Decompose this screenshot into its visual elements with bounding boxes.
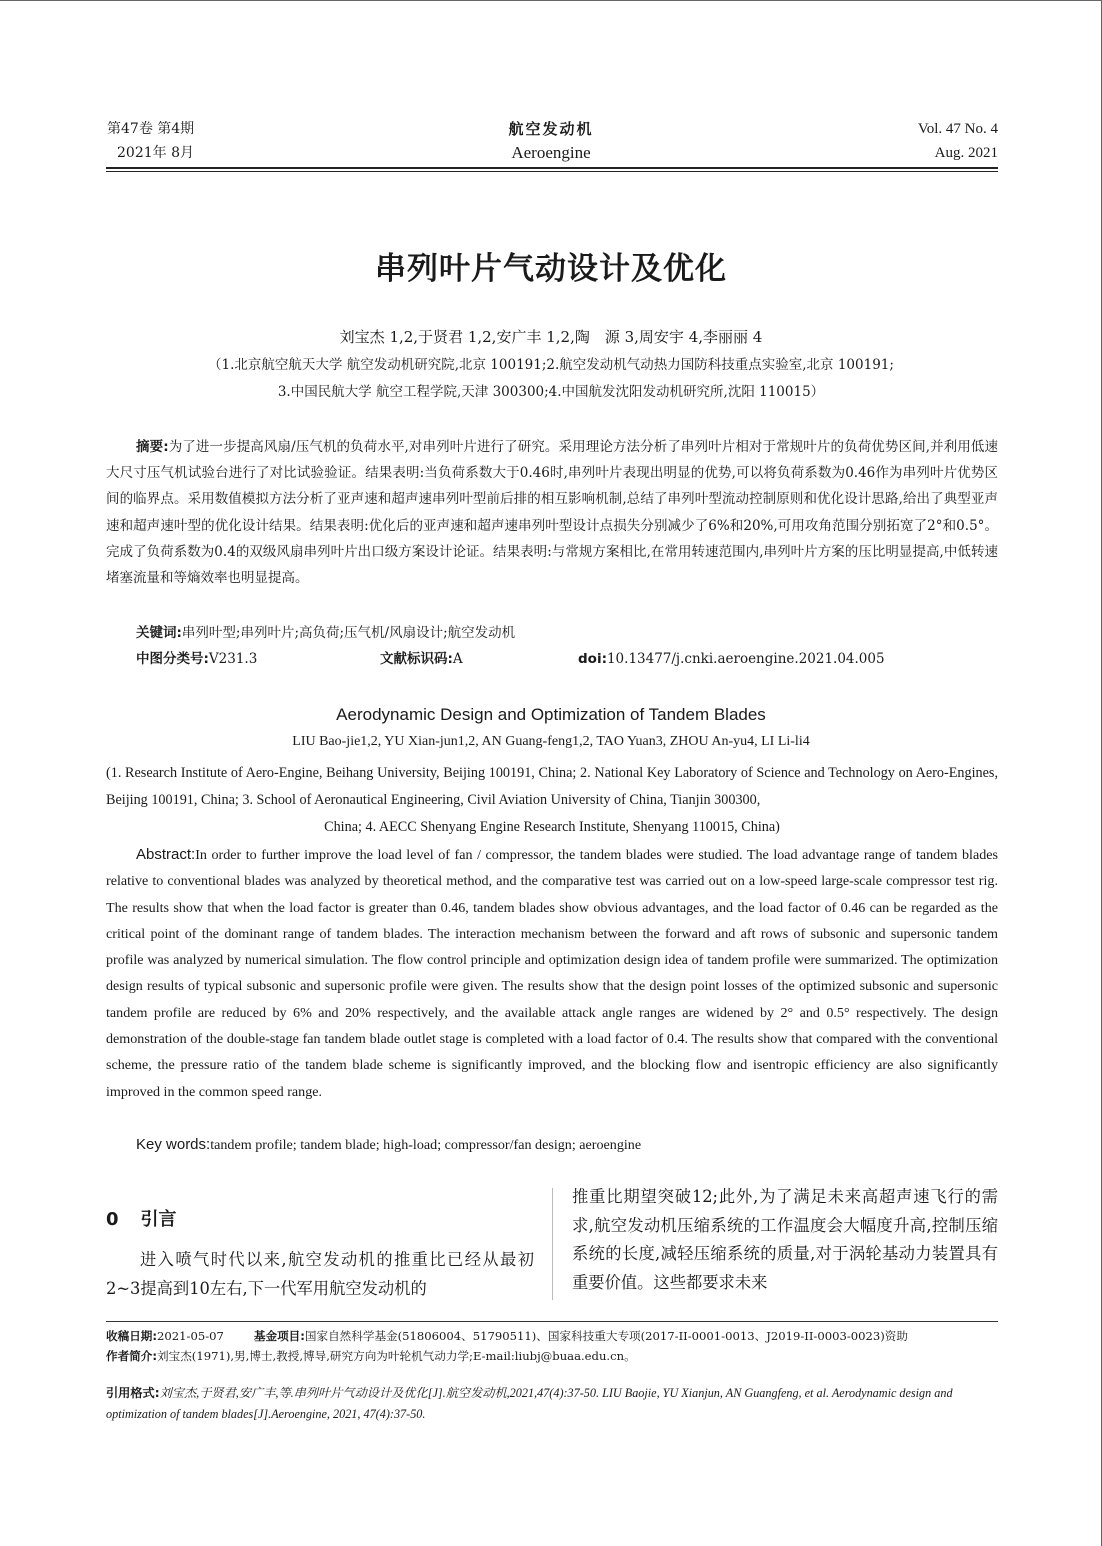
- keywords-en-text: tandem profile; tandem blade; high-load; compressor/fan design; aeroengine: [210, 1137, 642, 1153]
- paper-title-en: Aerodynamic Design and Optimization of Tandem Blades: [336, 705, 766, 724]
- footnote-info: [106, 1326, 1006, 1366]
- affiliations-en-last: China; 4. AECC Shenyang Engine Research Institute, Shenyang 110015, China): [324, 819, 780, 835]
- paper-title-zh: 串列叶片气动设计及优化: [375, 251, 727, 287]
- affiliations-en: [106, 760, 998, 841]
- authors-zh: 刘宝杰 1,2,于贤君 1,2,安广丰 1,2,陶 源 3,周安宇 4,李丽丽 4: [339, 328, 763, 346]
- intro-paragraph-left: 进入喷气时代以来,航空发动机的推重比已经从最初2~3提高到10左右,下一代军用航空发动机的: [106, 1250, 534, 1298]
- affiliations-en-main: (1. Research Institute of Aero-Engine, Beihang University, Beijing 100191, China; 2. National Key Laboratory of Science and Technology on Aero-Engines, Beijing 100191, China; 3. School of Aeronautical Engineering, Civil Aviation University of China, Tianjin 300300,: [106, 765, 998, 808]
- keywords-zh-label: 关键词:: [136, 625, 182, 641]
- footnote-line1: [106, 1326, 1006, 1346]
- keywords-zh: [136, 620, 515, 646]
- affiliations-zh: [0, 352, 1102, 406]
- received-label: 收稿日期:: [106, 1329, 158, 1343]
- citation-format: [106, 1383, 998, 1425]
- clc-number: 中图分类号:V231.3: [136, 651, 258, 667]
- page-border-top: [0, 0, 1102, 1]
- header-rule-thick: [106, 167, 998, 169]
- abstract-en-label: Abstract:: [136, 846, 196, 863]
- abstract-zh-label: 摘要:: [136, 439, 169, 455]
- fund-text: 国家自然科学基金(51806004、51790511)、国家科技重大专项(2017-II-0001-0013、J2019-II-0003-0023)资助: [304, 1329, 908, 1343]
- footnote-rule: [106, 1321, 998, 1322]
- section-heading-intro: [106, 1206, 534, 1234]
- journal-volume-right: [918, 117, 998, 165]
- fund-label: 基金项目:: [253, 1329, 305, 1343]
- footnote-line2: [106, 1346, 1006, 1366]
- journal-name-en: Aeroengine: [511, 143, 591, 162]
- abstract-en-text: In order to further improve the load level of fan / compressor, the tandem blades were studied. The load advantage range of tandem blades relative to conventional blades was analyzed by theoretical method, and the comparative test was carried out on a low-speed large-scale compressor test rig. The results show that when the load factor is greater than 0.46, tandem blades show obvious advantages, and the load factor of 0.46 can be regarded as the critical point of the dominant range of tandem blades. The interaction mechanism between the forward and aft rows of subsonic and supersonic tandem profile was analyzed by numerical simulation. The flow control principle and optimization design idea of tandem profile were summarized. The optimization design results of typical subsonic and supersonic profile were given. The results show that the design point losses of the optimized subsonic and supersonic tandem profile are reduced by 6% and 20% respectively, and the available attack angle ranges are widened by 2° and 0.5° respectively. The design demonstration of the double-stage fan tandem blade outlet stage is completed with a load factor of 0.4. The results show that compared with the conventional scheme, the pressure ratio of the tandem blade scheme is significantly improved, and the blocking flow and isentropic efficiency are also significantly improved in the common speed range.: [106, 847, 998, 1100]
- date-en: Aug. 2021: [934, 145, 998, 161]
- citation-label: 引用格式:: [106, 1386, 160, 1400]
- keywords-zh-text: 串列叶型;串列叶片;高负荷;压气机/风扇设计;航空发动机: [181, 625, 516, 641]
- affiliations-zh-line2: 3.中国民航大学 航空工程学院,天津 300300;4.中国航发沈阳发动机研究所,沈阳 110015）: [277, 384, 825, 400]
- keywords-en: [136, 1132, 641, 1158]
- doi: doi:10.13477/j.cnki.aeroengine.2021.04.005: [578, 651, 885, 667]
- bio-text: 刘宝杰(1971),男,博士,教授,博导,研究方向为叶轮机气动力学;E-mail:liubj@buaa.edu.cn。: [157, 1349, 636, 1363]
- volume-issue-zh: 第47卷 第4期: [107, 121, 195, 137]
- bio-label: 作者简介:: [106, 1349, 158, 1363]
- authors-en: LIU Bao-jie1,2, YU Xian-jun1,2, AN Guang-feng1,2, TAO Yuan3, ZHOU An-yu4, LI Li-li4: [292, 734, 810, 749]
- abstract-zh-text: 为了进一步提高风扇/压气机的负荷水平,对串列叶片进行了研究。采用理论方法分析了串列叶片相对于常规叶片的负荷优势区间,并利用低速大尺寸压气机试验台进行了对比试验验证。结果表明:当负荷系数大于0.46时,串列叶片表现出明显的优势,可以将负荷系数为0.46作为串列叶片优势区间的临界点。采用数值模拟方法分析了亚声速和超声速串列叶型前后排的相互影响机制,总结了串列叶型流动控制原则和优化设计思路,给出了典型亚声速和超声速叶型的优化设计结果。结果表明:优化后的亚声速和超声速串列叶型设计点损失分别减少了6%和20%,可用攻角范围分别拓宽了2°和0.5°。完成了负荷系数为0.4的双级风扇串列叶片出口级方案设计论证。结果表明:与常规方案相比,在常用转速范围内,串列叶片方案的压比明显提高,中低转速堵塞流量和等熵效率也明显提高。: [106, 439, 998, 587]
- citation-text: 刘宝杰,于贤君,安广丰,等.串列叶片气动设计及优化[J].航空发动机,2021,47(4):37-50. LIU Baojie, YU Xianjun, AN Guangfeng, et al. Aerodynamic design and optimization of tandem blades[J].Aeroengine, 2021, 47(4):37-50.: [106, 1386, 953, 1421]
- journal-name-zh: 航空发动机: [508, 120, 594, 138]
- section-number: 0: [106, 1209, 119, 1230]
- volume-issue-en: Vol. 47 No. 4: [917, 121, 998, 137]
- keywords-en-label: Key words:: [136, 1136, 211, 1153]
- body-column-left: [106, 1206, 534, 1303]
- abstract-en: [106, 842, 998, 1105]
- column-divider: [552, 1188, 553, 1300]
- date-zh: 2021年 8月: [117, 145, 194, 161]
- intro-paragraph-right: 推重比期望突破12;此外,为了满足未来高超声速飞行的需求,航空发动机压缩系统的工作温度会大幅度升高,控制压缩系统的长度,减轻压缩系统的质量,对于涡轮基动力装置具有重要价值。这些都要求未来: [572, 1187, 998, 1292]
- header-rule-thin: [106, 171, 998, 172]
- document-code: 文献标识码:A: [380, 651, 463, 667]
- affiliations-zh-line1: （1.北京航空航天大学 航空发动机研究院,北京 100191;2.航空发动机气动热力国防科技重点实验室,北京 100191;: [208, 357, 894, 373]
- received-date: 2021-05-07: [157, 1329, 224, 1343]
- section-title: 引言: [140, 1209, 177, 1230]
- abstract-zh: [106, 434, 998, 591]
